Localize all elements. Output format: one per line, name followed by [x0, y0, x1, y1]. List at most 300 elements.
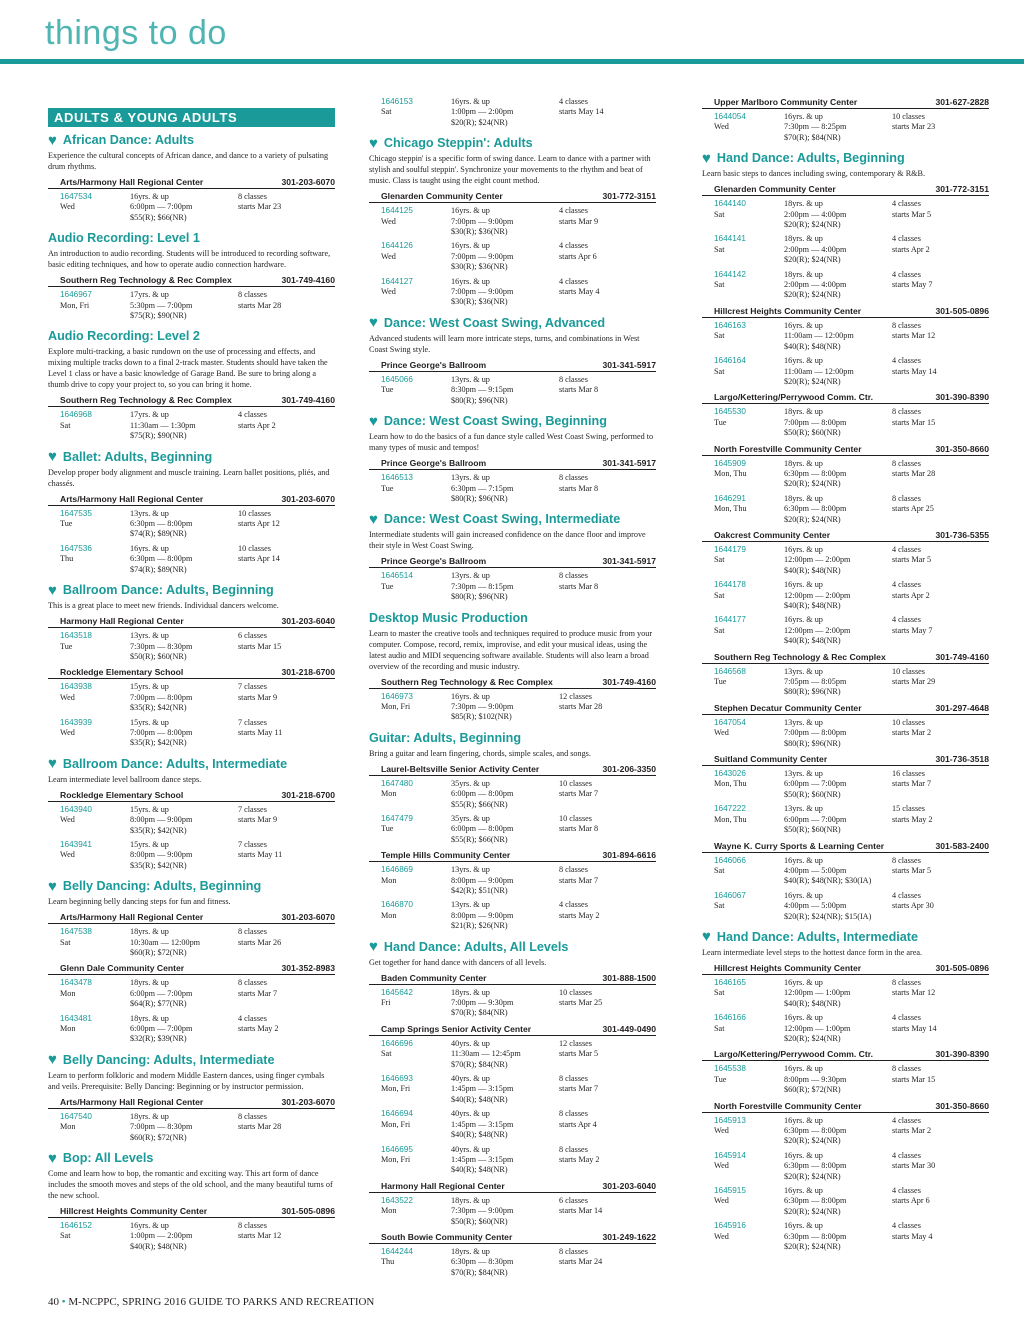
class-age: 16yrs. & up [784, 855, 823, 865]
heart-icon: ♥ [369, 314, 378, 332]
class-age: 15yrs. & up [130, 682, 169, 692]
class-time: 11:30am — 12:45pm [451, 1049, 521, 1059]
class-id-cell [60, 1221, 130, 1252]
venue-phone: 301-203-6070 [281, 1096, 335, 1107]
class-session-cell [559, 206, 656, 237]
class-day: Wed [714, 122, 729, 132]
class-id-cell [714, 804, 784, 835]
class-age: 13yrs. & up [130, 508, 169, 518]
class-schedule-cell [451, 1039, 559, 1070]
venue-name: Hillcrest Heights Community Center [714, 305, 862, 316]
page-header [0, 0, 1024, 64]
class-schedule-cell [451, 988, 559, 1019]
class-count: 8 classes [559, 1074, 588, 1084]
class-schedule-cell [130, 631, 238, 662]
class-fee: $55(R); $66(NR) [130, 212, 187, 222]
class-age: 16yrs. & up [130, 543, 169, 553]
class-schedule-cell [451, 571, 559, 602]
class-code: 1647479 [381, 813, 413, 823]
class-count: 7 classes [238, 717, 267, 727]
class-session-cell [238, 290, 335, 321]
course-description: Develop proper body alignment and muscle training. Learn ballet positions, pliés, and chassés. [48, 467, 330, 488]
class-session-cell [238, 1112, 335, 1143]
class-schedule-cell [130, 1014, 238, 1045]
class-code: 1644126 [381, 241, 413, 251]
venue-phone: 301-736-5355 [935, 529, 989, 540]
class-schedule-cell [130, 682, 238, 713]
course-title [48, 231, 335, 246]
class-schedule-cell [784, 1064, 892, 1095]
class-day: Mon [381, 875, 397, 885]
class-time: 6:30pm — 8:00pm [784, 1196, 847, 1206]
class-session-cell [238, 718, 335, 749]
class-day: Wed [60, 727, 75, 737]
course-description: Come and learn how to bop, the romantic and exciting way. This art form of dance includes the smooth moves and steps of the old school, and the many beautiful turns of the new school. [48, 1169, 333, 1201]
class-day: Sat [714, 901, 725, 911]
class-count: 4 classes [238, 410, 267, 420]
class-count: 4 classes [892, 1186, 921, 1196]
class-count: 10 classes [559, 778, 592, 788]
class-count: 8 classes [892, 855, 921, 865]
class-code: 1646973 [381, 691, 413, 701]
class-session-cell [892, 407, 989, 438]
class-day: Mon [381, 789, 397, 799]
class-session-cell [238, 544, 335, 575]
class-session-cell [238, 682, 335, 713]
class-id-cell [60, 544, 130, 575]
class-start: starts Apr 2 [238, 420, 276, 430]
class-day: Mon [381, 910, 397, 920]
course-title-text: Dance: West Coast Swing, Intermediate [383, 512, 621, 527]
class-time: 6:00pm — 7:00pm [130, 202, 193, 212]
class-id-cell [714, 234, 784, 265]
class-session-cell [892, 270, 989, 301]
class-time: 8:00pm — 9:00pm [451, 910, 514, 920]
venue-name: Prince George's Ballroom [381, 458, 487, 469]
class-time: 2:00pm — 4:00pm [784, 244, 847, 254]
class-time: 11:00am — 12:00pm [784, 366, 854, 376]
class-start: starts Mar 28 [559, 701, 603, 711]
class-day: Sat [714, 331, 725, 341]
class-start: starts Mar 12 [892, 331, 936, 341]
class-code: 1645538 [714, 1064, 746, 1074]
class-time: 7:30pm — 9:00pm [451, 701, 514, 711]
class-schedule-cell [784, 718, 892, 749]
class-code: 1644177 [714, 615, 746, 625]
venue-row [369, 1023, 656, 1036]
class-count: 16 classes [892, 769, 925, 779]
class-count: 7 classes [238, 804, 267, 814]
class-row [369, 692, 656, 723]
class-start: starts Mar 7 [559, 789, 599, 799]
venue-row [369, 1180, 656, 1193]
venue-phone: 301-203-6070 [281, 912, 335, 923]
class-fee: $35(R); $42(NR) [130, 703, 187, 713]
class-code: 1643478 [60, 978, 92, 988]
class-fee: $40(R); $48(NR) [451, 1094, 508, 1104]
class-start: starts Mar 29 [892, 677, 936, 687]
venue-row [369, 849, 656, 862]
class-session-cell [892, 494, 989, 525]
venue-name: Southern Reg Technology & Rec Complex [714, 651, 886, 662]
venue-row [702, 305, 989, 318]
class-start: starts Mar 7 [892, 779, 932, 789]
class-id-cell [714, 270, 784, 301]
class-row [48, 290, 335, 321]
class-start: starts May 14 [892, 1023, 937, 1033]
class-session-cell [892, 1221, 989, 1252]
class-row [369, 900, 656, 931]
class-schedule-cell [451, 241, 559, 272]
class-row [702, 545, 989, 576]
venue-row [369, 676, 656, 689]
class-fee: $40(R); $48(NR) [784, 998, 841, 1008]
class-age: 17yrs. & up [130, 290, 169, 300]
class-day: Wed [714, 1231, 729, 1241]
class-schedule-cell [451, 692, 559, 723]
venue-phone: 301-218-6700 [281, 789, 335, 800]
class-time: 1:45pm — 3:15pm [451, 1154, 514, 1164]
class-code: 1646568 [714, 666, 746, 676]
class-schedule-cell [784, 112, 892, 143]
class-fee: $80(R); $96(NR) [451, 592, 508, 602]
class-fee: $70(R); $84(NR) [451, 1059, 508, 1069]
class-id-cell [381, 473, 451, 504]
venue-phone: 301-341-5917 [602, 458, 656, 469]
class-fee: $55(R); $66(NR) [451, 799, 508, 809]
venue-row [702, 753, 989, 766]
course-title [48, 583, 335, 598]
class-count: 8 classes [892, 320, 921, 330]
class-row [702, 234, 989, 265]
course-block [48, 757, 335, 871]
class-row [702, 199, 989, 230]
class-time: 12:00pm — 1:00pm [784, 988, 851, 998]
class-schedule-cell [130, 805, 238, 836]
class-start: starts Apr 6 [892, 1196, 930, 1206]
venue-row [48, 274, 335, 287]
class-id-cell [714, 1116, 784, 1147]
class-fee: $75(R); $90(NR) [130, 431, 187, 441]
class-schedule-cell [451, 865, 559, 896]
class-id-cell [714, 580, 784, 611]
class-code: 1643481 [60, 1013, 92, 1023]
class-session-cell [559, 779, 656, 810]
course-title-text: Bop: All Levels [62, 1151, 154, 1166]
class-time: 6:00pm — 7:00pm [784, 779, 847, 789]
class-time: 6:00pm — 7:00pm [130, 988, 193, 998]
class-session-cell [238, 805, 335, 836]
class-day: Tue [381, 483, 394, 493]
class-age: 16yrs. & up [784, 890, 823, 900]
class-count: 8 classes [238, 1221, 267, 1231]
class-start: starts Apr 2 [892, 590, 930, 600]
course-block [369, 512, 656, 602]
footer-text: M-NCPPC, SPRING 2016 GUIDE TO PARKS AND RECREATION [68, 1296, 375, 1308]
course-title-text: Ballroom Dance: Adults, Beginning [62, 583, 274, 598]
class-time: 8:00pm — 9:30pm [784, 1074, 847, 1084]
venue-name: Arts/Harmony Hall Regional Center [60, 1096, 204, 1107]
venue-name: Upper Marlboro Community Center [714, 97, 858, 107]
class-session-cell [559, 1247, 656, 1278]
class-age: 18yrs. & up [451, 1246, 490, 1256]
course-description: Learn intermediate level steps to the hottest dance form in the area. [702, 947, 923, 957]
class-age: 16yrs. & up [784, 544, 823, 554]
class-row [369, 1196, 656, 1227]
class-session-cell [559, 814, 656, 845]
class-age: 15yrs. & up [130, 804, 169, 814]
class-fee: $20(R); $24(NR) [451, 117, 508, 127]
class-age: 40yrs. & up [451, 1109, 490, 1119]
class-start: starts Mar 8 [559, 824, 599, 834]
class-schedule-cell [784, 1221, 892, 1252]
class-schedule-cell [784, 459, 892, 490]
class-session-cell [238, 1014, 335, 1045]
class-row [702, 1013, 989, 1044]
class-session-cell [892, 580, 989, 611]
class-session-cell [559, 97, 656, 128]
class-time: 7:00pm — 9:00pm [451, 287, 514, 297]
class-start: starts Apr 6 [559, 251, 597, 261]
class-age: 16yrs. & up [451, 276, 490, 286]
class-count: 10 classes [892, 717, 925, 727]
class-schedule-cell [130, 978, 238, 1009]
class-id-cell [381, 1109, 451, 1140]
class-count: 4 classes [559, 276, 588, 286]
class-id-cell [60, 927, 130, 958]
class-count: 8 classes [238, 1111, 267, 1121]
class-day: Tue [60, 519, 73, 529]
course-description: Advanced students will learn more intricate steps, turns, and combinations in West Coast Swing style. [369, 333, 640, 354]
class-session-cell [559, 1109, 656, 1140]
class-time: 7:30pm — 8:25pm [784, 122, 847, 132]
class-row [702, 667, 989, 698]
venue-phone: 301-894-6616 [602, 850, 656, 861]
class-code: 1647538 [60, 927, 92, 937]
class-count: 7 classes [238, 682, 267, 692]
class-time: 5:30pm — 7:00pm [130, 300, 193, 310]
class-session-cell [559, 865, 656, 896]
class-count: 10 classes [559, 813, 592, 823]
course-title [48, 879, 335, 894]
class-session-cell [238, 509, 335, 540]
class-count: 4 classes [892, 199, 921, 209]
class-id-cell [714, 718, 784, 749]
class-count: 8 classes [559, 374, 588, 384]
class-schedule-cell [784, 1151, 892, 1182]
class-time: 7:00pm — 9:30pm [451, 998, 514, 1008]
class-day: Wed [60, 692, 75, 702]
class-start: starts Mar 5 [892, 209, 932, 219]
class-session-cell [892, 234, 989, 265]
class-code: 1646967 [60, 290, 92, 300]
class-start: starts Mar 24 [559, 1257, 603, 1267]
class-age: 13yrs. & up [451, 865, 490, 875]
venue-phone: 301-749-4160 [281, 275, 335, 286]
class-code: 1646067 [714, 890, 746, 900]
class-fee: $60(R); $72(NR) [784, 1085, 841, 1095]
class-session-cell [892, 1186, 989, 1217]
class-start: starts May 4 [892, 1231, 933, 1241]
class-day: Sat [714, 590, 725, 600]
class-code: 1646066 [714, 855, 746, 865]
class-row [702, 1116, 989, 1147]
class-start: starts Apr 12 [238, 519, 280, 529]
class-id-cell [60, 840, 130, 871]
class-age: 13yrs. & up [451, 571, 490, 581]
class-start: starts Mar 15 [892, 1074, 936, 1084]
venue-row [369, 1231, 656, 1244]
class-time: 6:00pm — 7:00pm [784, 814, 847, 824]
class-day: Thu [381, 1257, 395, 1267]
class-session-cell [892, 1064, 989, 1095]
class-age: 17yrs. & up [130, 410, 169, 420]
class-day: Wed [714, 1196, 729, 1206]
class-row [48, 1221, 335, 1252]
venue-name: Prince George's Ballroom [381, 556, 487, 567]
heart-icon: ♥ [369, 134, 378, 152]
class-row [48, 682, 335, 713]
class-session-cell [892, 459, 989, 490]
class-row [369, 1145, 656, 1176]
page-title: things to do [45, 14, 227, 52]
class-fee: $20(R); $24(NR); $15(IA) [784, 911, 872, 921]
class-fee: $35(R); $42(NR) [130, 860, 187, 870]
course-description: Experience the cultural concepts of African dance, and dance to a variety of pulsating drum rhythms. [48, 151, 329, 171]
class-fee: $70(R); $84(NR) [451, 1267, 508, 1277]
class-count: 4 classes [892, 269, 921, 279]
class-count: 15 classes [892, 804, 925, 814]
class-day: Mon, Thu [714, 504, 747, 514]
class-id-cell [381, 900, 451, 931]
class-time: 7:00pm — 8:00pm [784, 728, 847, 738]
class-start: starts Mar 8 [559, 581, 599, 591]
class-start: starts May 2 [559, 910, 600, 920]
venue-row [369, 555, 656, 568]
class-row [48, 840, 335, 871]
class-start: starts Mar 26 [238, 937, 282, 947]
course-title-text: Desktop Music Production [369, 610, 528, 625]
class-day: Mon, Fri [381, 1119, 411, 1129]
venue-name: Largo/Kettering/Perrywood Comm. Ctr. [714, 392, 874, 403]
venue-phone: 301-888-1500 [602, 972, 656, 983]
class-time: 1:45pm — 3:15pm [451, 1119, 514, 1129]
class-time: 7:00pm — 8:30pm [130, 1122, 193, 1132]
class-count: 7 classes [238, 839, 267, 849]
page-number: 40 [48, 1296, 59, 1308]
class-day: Sat [714, 865, 725, 875]
class-fee: $50(R); $60(NR) [451, 1216, 508, 1226]
heart-icon: ♥ [48, 448, 57, 466]
class-time: 6:30pm — 8:00pm [784, 504, 847, 514]
class-fee: $40(R); $48(NR) [784, 565, 841, 575]
class-count: 4 classes [892, 890, 921, 900]
class-row [369, 277, 656, 308]
class-count: 10 classes [238, 508, 271, 518]
class-fee: $20(R); $24(NR) [784, 290, 841, 300]
class-start: starts Mar 12 [238, 1231, 282, 1241]
class-fee: $60(R); $72(NR) [130, 1132, 187, 1142]
class-start: starts Mar 12 [892, 988, 936, 998]
class-time: 8:30pm — 9:15pm [451, 385, 514, 395]
class-row [369, 865, 656, 896]
class-fee: $50(R); $60(NR) [784, 428, 841, 438]
course-title [369, 940, 656, 955]
heart-icon: ♥ [369, 510, 378, 528]
class-code: 1644178 [714, 580, 746, 590]
class-time: 1:00pm — 2:00pm [451, 107, 514, 117]
course-title [369, 316, 656, 331]
class-day: Sat [714, 209, 725, 219]
class-row [702, 1221, 989, 1252]
course-title-text: Dance: West Coast Swing, Beginning [383, 414, 607, 429]
class-session-cell [559, 375, 656, 406]
course-block [369, 940, 656, 1279]
class-schedule-cell [130, 192, 238, 223]
class-row [369, 779, 656, 810]
heart-icon: ♥ [48, 1051, 57, 1069]
class-time: 11:00am — 12:00pm [784, 331, 854, 341]
class-age: 13yrs. & up [784, 769, 823, 779]
column-1 [48, 108, 335, 1260]
course-title-text: Hand Dance: Adults, Intermediate [716, 929, 918, 944]
class-id-cell [714, 891, 784, 922]
class-code: 1645914 [714, 1150, 746, 1160]
class-code: 1643938 [60, 682, 92, 692]
venue-name: South Bowie Community Center [381, 1231, 513, 1242]
class-schedule-cell [784, 856, 892, 887]
class-code: 1643940 [60, 804, 92, 814]
class-session-cell [892, 804, 989, 835]
course-block [369, 611, 656, 723]
course-block [369, 731, 656, 932]
class-age: 13yrs. & up [130, 631, 169, 641]
class-schedule-cell [130, 290, 238, 321]
class-day: Sat [381, 107, 392, 117]
class-time: 6:30pm — 8:00pm [784, 1161, 847, 1171]
course-block [48, 583, 335, 749]
class-fee: $20(R); $24(NR) [784, 1206, 841, 1216]
class-id-cell [381, 277, 451, 308]
class-row [369, 1074, 656, 1105]
class-id-cell [714, 1221, 784, 1252]
class-session-cell [559, 473, 656, 504]
class-count: 8 classes [559, 1246, 588, 1256]
class-code: 1646166 [714, 1013, 746, 1023]
venue-name: Largo/Kettering/Perrywood Comm. Ctr. [714, 1049, 874, 1060]
course-block [369, 97, 656, 128]
venue-row [48, 394, 335, 407]
class-session-cell [238, 410, 335, 441]
class-age: 16yrs. & up [451, 241, 490, 251]
class-age: 18yrs. & up [784, 493, 823, 503]
heart-icon: ♥ [702, 928, 711, 946]
class-id-cell [381, 814, 451, 845]
class-code: 1646696 [381, 1038, 413, 1048]
class-age: 18yrs. & up [784, 199, 823, 209]
class-age: 13yrs. & up [451, 900, 490, 910]
class-count: 4 classes [559, 241, 588, 251]
class-code: 1647534 [60, 192, 92, 201]
class-start: starts Apr 4 [559, 1119, 597, 1129]
course-title-text: Belly Dancing: Adults, Beginning [62, 879, 262, 894]
class-row [369, 375, 656, 406]
course-block [48, 231, 335, 321]
class-fee: $30(R); $36(NR) [451, 297, 508, 307]
venue-phone: 301-350-8660 [935, 443, 989, 454]
course-title [369, 136, 656, 151]
class-row [702, 580, 989, 611]
